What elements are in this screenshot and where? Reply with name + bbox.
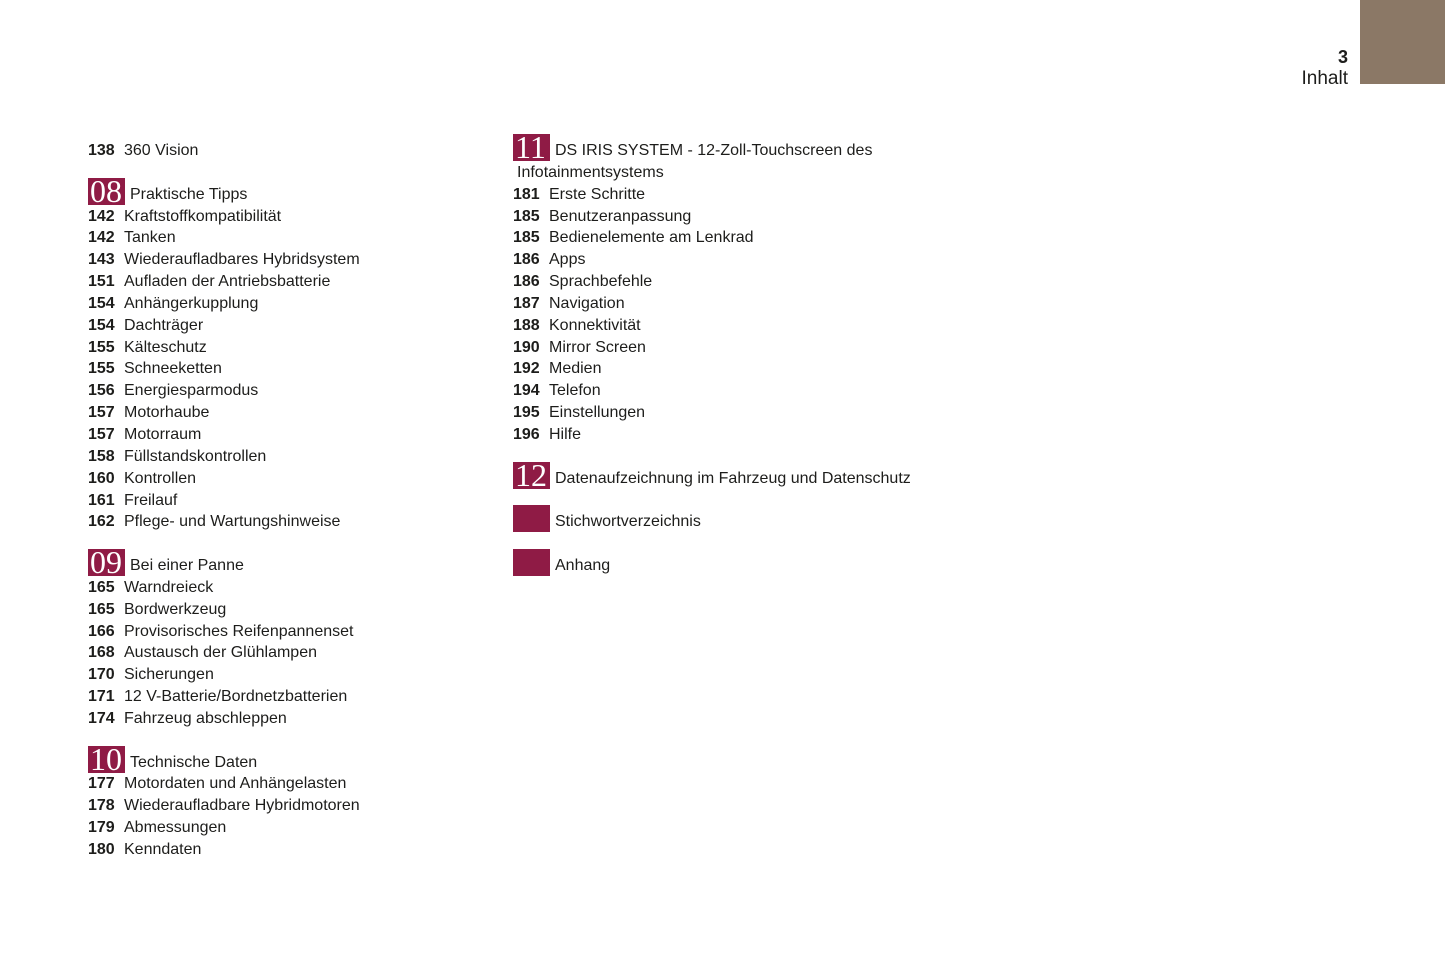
toc-entry-page: 157 xyxy=(88,404,115,422)
toc-left-column xyxy=(88,140,488,861)
toc-entry-title: Austausch der Glühlampen xyxy=(124,644,317,662)
toc-entry xyxy=(88,621,488,643)
toc-entry-page: 142 xyxy=(88,207,115,225)
toc-entry-page: 142 xyxy=(88,229,115,247)
toc-entry xyxy=(513,206,953,228)
toc-entry xyxy=(513,380,953,402)
chapter-title: Bei einer Panne xyxy=(130,557,244,575)
toc-entry-title: Motorhaube xyxy=(124,404,210,422)
chapter-header xyxy=(513,129,953,165)
toc-entry xyxy=(88,446,488,468)
toc-entry xyxy=(88,271,488,293)
toc-entry-page: 151 xyxy=(88,273,115,291)
toc-entry xyxy=(88,490,488,512)
chapter-title: Datenaufzeichnung im Fahrzeug und Datenschutz xyxy=(555,469,911,487)
toc-entry xyxy=(88,402,488,424)
toc-entry-title: 360 Vision xyxy=(124,142,199,159)
page-number: 3 xyxy=(1337,47,1348,67)
chapter-number: 12 xyxy=(515,456,547,493)
toc-entry-title: Sprachbefehle xyxy=(549,273,653,291)
toc-entry xyxy=(88,206,488,228)
toc-entry-page: 162 xyxy=(88,513,115,531)
toc-entry xyxy=(88,380,488,402)
toc-entry-page: 177 xyxy=(88,775,115,793)
toc-entry-title: Sicherungen xyxy=(124,666,214,684)
toc-entry-title: Kontrollen xyxy=(124,469,197,487)
toc-entry-page: 166 xyxy=(88,622,115,640)
toc-entry-title: Energiesparmodus xyxy=(124,382,259,400)
chapter-title: Stichwortverzeichnis xyxy=(555,513,701,531)
toc-entry-title: Pflege- und Wartungshinweise xyxy=(124,513,341,531)
toc-entry-title: Motordaten und Anhängelasten xyxy=(124,775,347,793)
toc-entry xyxy=(513,227,953,249)
toc-entry-page: 156 xyxy=(88,382,115,400)
toc-entry-page: 171 xyxy=(88,688,115,706)
toc-entry xyxy=(88,577,488,599)
toc-entry xyxy=(88,599,488,621)
toc-entry-page: 180 xyxy=(88,841,115,858)
toc-entry xyxy=(88,227,488,249)
chapter-number: 10 xyxy=(90,740,122,777)
toc-entry xyxy=(88,337,488,359)
toc-entry-title: Tanken xyxy=(124,229,176,247)
toc-entry-title: Aufladen der Antriebsbatterie xyxy=(124,273,331,291)
toc-entry xyxy=(88,708,488,730)
chapter-number: 09 xyxy=(90,544,122,581)
chapter-section xyxy=(513,456,953,493)
chapter-section xyxy=(88,544,488,730)
toc-entry-page: 185 xyxy=(513,207,540,225)
toc-entry xyxy=(513,424,953,446)
toc-entry-page: 154 xyxy=(88,316,115,334)
toc-entry-title: Bedienelemente am Lenkrad xyxy=(549,229,754,247)
toc-entry-title: Apps xyxy=(549,251,586,269)
chapter-title-line-2: Infotainmentsystems xyxy=(517,163,664,181)
toc-entry-page: 160 xyxy=(88,469,115,487)
chapter-section xyxy=(88,740,488,861)
toc-entry xyxy=(513,315,953,337)
chapter-number-box xyxy=(513,456,550,493)
toc-entry-page: 165 xyxy=(88,578,115,596)
toc-entry xyxy=(88,686,488,708)
toc-entry xyxy=(88,511,488,533)
toc-entry xyxy=(88,642,488,664)
toc-entry-page: 181 xyxy=(513,185,540,203)
toc-entry-title: Erste Schritte xyxy=(549,185,646,203)
toc-entry-title: Warndreieck xyxy=(124,578,214,596)
toc-entry-title: Dachträger xyxy=(124,316,204,334)
toc-right-column xyxy=(513,129,953,577)
chapter-color-tab xyxy=(1360,0,1445,84)
chapter-title: Praktische Tipps xyxy=(130,185,248,203)
toc-entry-title: Mirror Screen xyxy=(549,338,646,356)
toc-entry xyxy=(88,773,488,795)
toc-entry-title: Medien xyxy=(549,360,602,378)
toc-entry-title: Freilauf xyxy=(124,491,178,509)
toc-entry xyxy=(513,358,953,380)
toc-entry-title: Einstellungen xyxy=(549,404,646,422)
chapter-header xyxy=(513,456,953,493)
toc-entry-title: Benutzeranpassung xyxy=(549,207,692,225)
toc-entry-page: 185 xyxy=(513,229,540,247)
chapter-title-continued xyxy=(513,162,953,184)
running-head xyxy=(1302,47,1348,89)
chapter-title: Anhang xyxy=(555,557,611,575)
chapter-section xyxy=(513,555,953,577)
chapter-number: 08 xyxy=(90,172,122,209)
chapter-header xyxy=(513,555,953,577)
chapter-number: 11 xyxy=(515,129,546,165)
toc-entry-page: 178 xyxy=(88,797,115,815)
toc-entry-title: Wiederaufladbares Hybridsystem xyxy=(124,251,360,269)
toc-entry xyxy=(513,337,953,359)
toc-entry xyxy=(88,795,488,817)
chapter-number-box xyxy=(513,129,550,165)
toc-entry-page: 174 xyxy=(88,709,115,727)
toc-entry-title: Bordwerkzeug xyxy=(124,600,227,618)
toc-entry xyxy=(88,315,488,337)
toc-entry xyxy=(513,271,953,293)
toc-entry-page: 194 xyxy=(513,382,540,400)
chapter-section xyxy=(513,511,953,533)
toc-entry-page: 186 xyxy=(513,251,540,269)
toc-entry-page: 192 xyxy=(513,360,540,378)
toc-entry xyxy=(513,184,953,206)
toc-entry xyxy=(88,839,488,861)
chapter-marker-box xyxy=(513,549,550,576)
chapter-section xyxy=(513,129,953,446)
toc-entry xyxy=(513,402,953,424)
toc-entry-page: 170 xyxy=(88,666,115,684)
chapter-number-box xyxy=(88,740,125,777)
toc-entry-title: Schneeketten xyxy=(124,360,222,378)
chapter-number-box xyxy=(88,544,125,581)
toc-entry xyxy=(88,293,488,315)
toc-entry-title: Konnektivität xyxy=(549,316,641,334)
toc-entry-title: Hilfe xyxy=(549,425,582,443)
toc-entry-page: 138 xyxy=(88,142,115,159)
toc-entry-title: 12 V-Batterie/Bordnetzbatterien xyxy=(124,688,348,706)
toc-entry-page: 168 xyxy=(88,644,115,662)
toc-entry xyxy=(88,664,488,686)
chapter-header xyxy=(88,172,488,209)
chapter-header xyxy=(88,544,488,581)
toc-entry-page: 155 xyxy=(88,338,115,356)
toc-entry xyxy=(88,424,488,446)
toc-entry xyxy=(88,358,488,380)
chapter-title: Technische Daten xyxy=(130,753,258,771)
chapter-marker-box xyxy=(513,505,550,532)
chapter-section xyxy=(88,172,488,534)
toc-entry-title: Motorraum xyxy=(124,425,202,443)
toc-entry-page: 155 xyxy=(88,360,115,378)
toc-entry xyxy=(88,468,488,490)
toc-entry-page: 158 xyxy=(88,447,115,465)
chapter-title: DS IRIS SYSTEM - 12-Zoll-Touchscreen des xyxy=(555,142,873,159)
toc-entry-page: 188 xyxy=(513,316,540,334)
toc-entry-page: 190 xyxy=(513,338,540,356)
toc-entry-page: 157 xyxy=(88,425,115,443)
toc-entry-page: 179 xyxy=(88,819,115,837)
chapter-header xyxy=(88,740,488,777)
toc-entry-title: Provisorisches Reifenpannenset xyxy=(124,622,354,640)
toc-entry-page: 186 xyxy=(513,273,540,291)
chapter-header xyxy=(513,511,953,533)
toc-entry-title: Telefon xyxy=(549,382,601,400)
toc-entry-page: 165 xyxy=(88,600,115,618)
toc-entry-page: 187 xyxy=(513,294,540,312)
page-section-title: Inhalt xyxy=(1301,68,1348,89)
chapter-number-box xyxy=(88,172,125,209)
toc-entry xyxy=(88,817,488,839)
toc-entry xyxy=(513,249,953,271)
toc-entry-title: Fahrzeug abschleppen xyxy=(124,709,287,727)
toc-entry-page: 196 xyxy=(513,425,540,443)
toc-entry xyxy=(513,293,953,315)
toc-entry xyxy=(88,249,488,271)
toc-entry-title: Abmessungen xyxy=(124,819,227,837)
toc-entry-title: Wiederaufladbare Hybridmotoren xyxy=(124,797,360,815)
toc-entry-title: Kenndaten xyxy=(124,841,202,858)
toc-entry xyxy=(88,140,488,162)
toc-entry-page: 143 xyxy=(88,251,115,269)
toc-entry-page: 195 xyxy=(513,404,540,422)
toc-entry-title: Füllstandskontrollen xyxy=(124,447,267,465)
toc-entry-title: Navigation xyxy=(549,294,625,312)
toc-entry-title: Anhängerkupplung xyxy=(124,294,259,312)
toc-entry-page: 161 xyxy=(88,491,115,509)
toc-entry-title: Kälteschutz xyxy=(124,338,207,356)
toc-entry-title: Kraftstoffkompatibilität xyxy=(124,207,282,225)
toc-entry-page: 154 xyxy=(88,294,115,312)
